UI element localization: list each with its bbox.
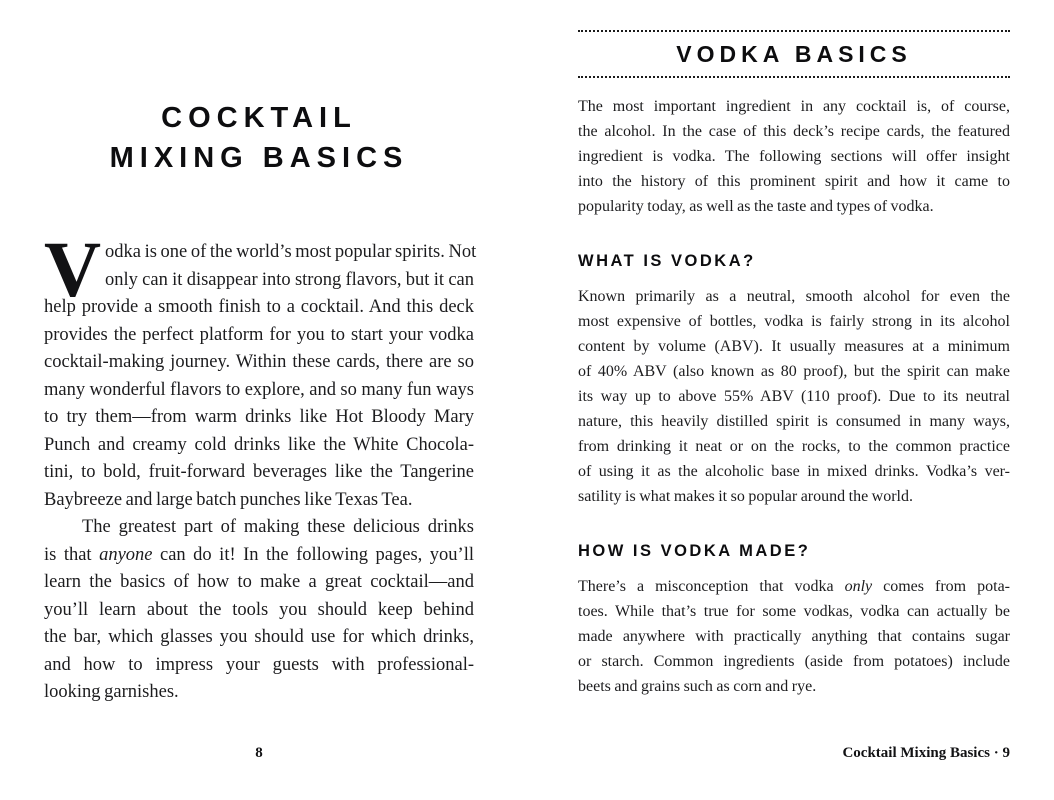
text-line: content by volume (ABV). It usually measures at a minimum bbox=[578, 338, 1010, 355]
section-what-is-vodka bbox=[578, 252, 1010, 509]
text-line: its way up to above 55% ABV (110 proof). Due to its neutral bbox=[578, 388, 1010, 405]
text-line: learn the basics of how to make a great cocktail—and bbox=[44, 572, 474, 592]
text-line: nature, this heavily distilled spirit is consumed in many ways, bbox=[578, 413, 1010, 430]
drop-cap: V bbox=[44, 227, 102, 314]
chapter-title bbox=[44, 98, 474, 178]
text-line: toes. While that’s true for some vodkas, vodka can actually be bbox=[578, 603, 1010, 620]
text-line: to try them—from warm drinks like Hot Bloody Mary bbox=[44, 407, 474, 427]
section-heading: HOW IS VODKA MADE? bbox=[578, 542, 811, 560]
dotted-rule-bottom bbox=[578, 76, 1010, 78]
text-line: provides the perfect platform for you to start your vodka bbox=[44, 324, 474, 345]
right-page bbox=[578, 0, 1010, 800]
text-line: of using it as the alcoholic base in mixed drinks. Vodka’s ver- bbox=[578, 463, 1010, 480]
text-line: of 40% ABV (also known as 80 proof), but the spirit can make bbox=[578, 363, 1010, 380]
footer-separator: · bbox=[993, 745, 999, 761]
text-line: popularity today, as well as the taste and types of vodka. bbox=[578, 198, 934, 215]
paragraph bbox=[44, 514, 474, 707]
page-title: VODKA BASICS bbox=[676, 41, 912, 67]
text-line: satility is what makes it so popular around the world. bbox=[578, 488, 913, 505]
text-line: is that anyone can do it! In the following pages, you’ll bbox=[44, 544, 474, 565]
text-line: Baybreeze and large batch punches like Texas Tea. bbox=[44, 489, 413, 510]
section-header bbox=[578, 30, 1010, 78]
text-line: you’ll learn about the tools you should keep behind bbox=[44, 599, 474, 620]
text-line: odka is one of the world’s most popular spirits. Not bbox=[105, 242, 477, 262]
text-line: from drinking it neat or on the rocks, to the common practice bbox=[578, 438, 1010, 455]
text-line: beets and grains such as corn and rye. bbox=[578, 678, 817, 695]
text-line: many wonderful flavors to explore, and so many fun ways bbox=[44, 379, 474, 400]
text-line: tini, to bold, fruit-forward beverages like the Tangerine bbox=[44, 462, 474, 482]
section-how-is-vodka-made bbox=[578, 542, 1010, 699]
right-page-footer bbox=[578, 745, 1010, 762]
paragraph bbox=[578, 284, 1010, 509]
text-line: Known primarily as a neutral, smooth alcohol for even the bbox=[578, 288, 1010, 305]
text-line: looking garnishes. bbox=[44, 682, 179, 702]
text-line: Punch and creamy cold drinks like the White Chocola- bbox=[44, 434, 474, 455]
text-line: help provide a smooth finish to a cocktail. And this deck bbox=[44, 297, 474, 317]
running-head: Cocktail Mixing Basics bbox=[842, 745, 990, 761]
chapter-title-line-1: COCKTAIL bbox=[161, 102, 357, 134]
chapter-title-line-2: MIXING BASICS bbox=[109, 142, 409, 174]
text-line: into the history of this prominent spirit and how it came to bbox=[578, 173, 1010, 190]
text-line: ingredient is vodka. The following sections will offer insight bbox=[578, 148, 1010, 165]
intro-paragraph bbox=[578, 94, 1010, 219]
right-page-number: 9 bbox=[1002, 745, 1010, 761]
text-line: the bar, which glasses you should use for which drinks, bbox=[44, 627, 474, 647]
text-line: or starch. Common ingredients (aside from potatoes) include bbox=[578, 653, 1010, 670]
text-line: The greatest part of making these delicious drinks bbox=[82, 517, 474, 537]
text-line: The most important ingredient in any cocktail is, of course, bbox=[578, 98, 1010, 115]
text-line: cocktail-making journey. Within these cards, there are so bbox=[44, 352, 474, 372]
paragraph bbox=[44, 227, 477, 514]
paragraph bbox=[578, 574, 1010, 699]
section-heading: WHAT IS VODKA? bbox=[578, 252, 756, 270]
text-line: and how to impress your guests with professional- bbox=[44, 654, 474, 675]
chapter-body bbox=[44, 227, 477, 707]
text-line: the alcohol. In the case of this deck’s recipe cards, the featured bbox=[578, 123, 1010, 140]
left-page bbox=[44, 0, 477, 800]
text-line: only can it disappear into strong flavors, but it can bbox=[105, 269, 474, 290]
text-line: made anywhere with practically anything that contains sugar bbox=[578, 628, 1010, 645]
text-line: most expensive of bottles, vodka is fairly strong in its alcohol bbox=[578, 313, 1010, 330]
text-line: There’s a misconception that vodka only comes from pota- bbox=[578, 578, 1011, 595]
left-page-number: 8 bbox=[255, 745, 263, 761]
